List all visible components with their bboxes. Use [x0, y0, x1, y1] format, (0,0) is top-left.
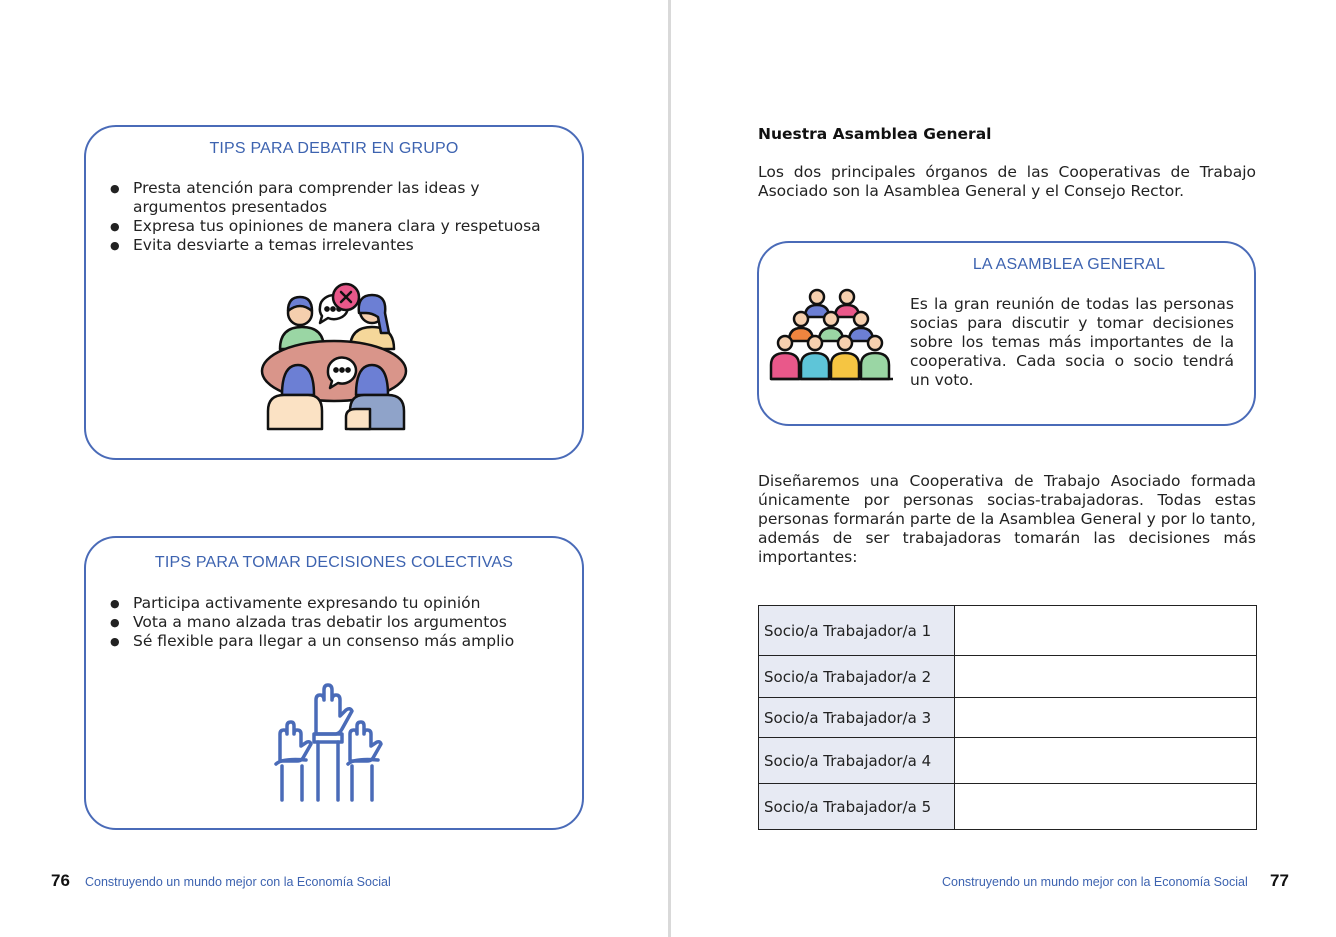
table-label-cell: Socio/a Trabajador/a 1	[759, 606, 955, 656]
table-input-cell[interactable]	[955, 738, 1257, 784]
assembly-people-icon	[769, 287, 897, 383]
design-paragraph: Diseñaremos una Cooperativa de Trabajo Asociado formada únicamente por personas socias-trabajadoras. Todas estas personas formarán parte de la Asamblea General y por lo tanto, además de ser trabajadoras tomarán las decisiones más importantes:	[758, 472, 1256, 566]
asamblea-text: Es la gran reunión de todas las personas socias para discutir y tomar decisiones sobre los temas más importantes de la cooperativa. Cada socia o socio tendrá un voto.	[910, 295, 1234, 389]
tips-debate-list	[109, 179, 549, 255]
tips-decisions-list	[109, 594, 549, 651]
table-row	[759, 698, 1257, 738]
table-row	[759, 784, 1257, 830]
table-input-cell[interactable]	[955, 784, 1257, 830]
list-item: ● Presta atención para comprender las ideas y argumentos presentados	[109, 179, 549, 217]
table-label-cell: Socio/a Trabajador/a 2	[759, 656, 955, 698]
table-label-cell: Socio/a Trabajador/a 4	[759, 738, 955, 784]
raised-hands-icon	[268, 682, 390, 802]
list-item: ● Evita desviarte a temas irrelevantes	[109, 236, 549, 255]
right-page	[671, 0, 1336, 937]
footer-text: Construyendo un mundo mejor con la Economía Social	[942, 875, 1248, 889]
list-item: ● Participa activamente expresando tu opinión	[109, 594, 549, 613]
table-row	[759, 738, 1257, 784]
asamblea-box	[757, 241, 1256, 426]
tips-debate-box	[84, 125, 584, 460]
page-number: 76	[51, 871, 70, 890]
intro-paragraph: Los dos principales órganos de las Cooperativas de Trabajo Asociado son la Asamblea General y el Consejo Rector.	[758, 163, 1256, 200]
table-input-cell[interactable]	[955, 698, 1257, 738]
list-item: ● Vota a mano alzada tras debatir los argumentos	[109, 613, 549, 632]
tips-decisions-box	[84, 536, 584, 830]
footer-text: Construyendo un mundo mejor con la Economía Social	[85, 875, 391, 889]
table-label-cell: Socio/a Trabajador/a 3	[759, 698, 955, 738]
tips-decisions-title: TIPS PARA TOMAR DECISIONES COLECTIVAS	[154, 554, 514, 571]
group-debate-icon	[258, 279, 410, 431]
page-number: 77	[1270, 871, 1289, 890]
asamblea-title: LA ASAMBLEA GENERAL	[972, 256, 1166, 273]
table-row	[759, 656, 1257, 698]
tips-debate-title: TIPS PARA DEBATIR EN GRUPO	[209, 140, 459, 157]
table-input-cell[interactable]	[955, 606, 1257, 656]
list-item: ● Sé flexible para llegar a un consenso más amplio	[109, 632, 549, 651]
table-row	[759, 606, 1257, 656]
table-input-cell[interactable]	[955, 656, 1257, 698]
table-label-cell: Socio/a Trabajador/a 5	[759, 784, 955, 830]
socios-table	[758, 605, 1257, 830]
section-heading: Nuestra Asamblea General	[758, 125, 992, 143]
list-item: ● Expresa tus opiniones de manera clara y respetuosa	[109, 217, 549, 236]
